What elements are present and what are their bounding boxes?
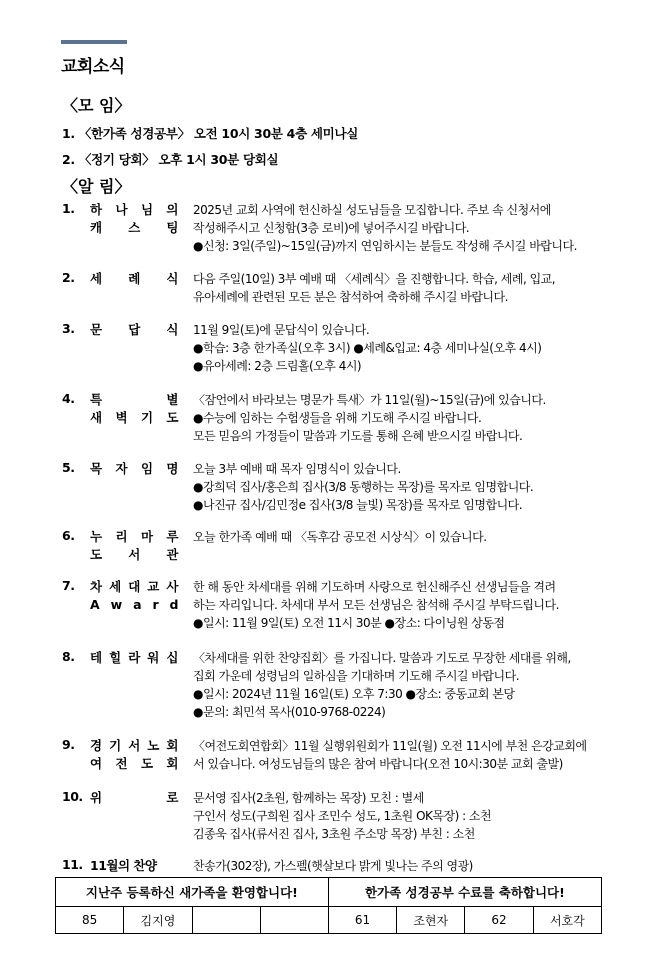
notice-line: 다음 주일(10일) 3부 예배 때 〈세례식〉을 진행합니다. 학습, 세례, 입교, [193, 272, 556, 286]
table-header-welcome: 지난주 등록하신 새가족을 환영합니다! [56, 878, 329, 907]
notice-number: 9. [62, 737, 75, 752]
notice-body [193, 857, 613, 875]
notice-line: ●유아세례: 2층 드림홀(오후 4시) [193, 359, 362, 373]
notice-label-line: 테 힐 라 워 십 [90, 650, 178, 665]
notice-label-line: 여 전 도 회 [90, 756, 178, 771]
notice-label-line: 도 서 관 [90, 547, 178, 562]
gather-item: 1. 〈한가족 성경공부〉 오전 10시 30분 4층 세미나실 [62, 126, 358, 141]
notice-number: 10. [62, 789, 83, 804]
notice-line: ●일시: 11월 9일(토) 오전 11시 30분 ●장소: 다이닝원 상동점 [193, 616, 505, 630]
table-cell: 김지영 [124, 907, 192, 934]
notice-line: ●일시: 2024년 11월 16일(토) 오후 7:30 ●장소: 중동교회 본당 [193, 687, 515, 701]
notice-line: 〈잠언에서 바라보는 명문가 특새〉가 11일(월)~15일(금)에 있습니다. [193, 393, 546, 407]
notice-label-line: 새 벽 기 도 [90, 410, 178, 425]
notice-line: 작성해주시고 신청함(3층 로비)에 넣어주시길 바랍니다. [193, 221, 470, 235]
notice-line: 2025년 교회 사역에 헌신하실 성도님들을 모집합니다. 주보 속 신청서에 [193, 203, 551, 217]
notice-line: 문서영 집사(2초원, 함께하는 목장) 모친 : 별세 [193, 791, 424, 805]
notice-line: ●강희덕 집사/홍은희 집사(3/8 동행하는 목장)를 목자로 임명합니다. [193, 480, 534, 494]
notice-label-line: 차 세 대 교 사 [90, 579, 178, 594]
notice-line: 찬송가(302장), 가스펠(햇살보다 밝게 빛나는 주의 영광) [193, 859, 473, 873]
notice-line: ●문의: 최민석 목사(010-9768-0224) [193, 705, 386, 719]
gather-item: 2. 〈정기 당회〉 오후 1시 30분 당회실 [62, 152, 279, 167]
notice-line: 서 있습니다. 여성도님들의 많은 참여 바랍니다(오전 10시:30분 교회 출발) [193, 757, 563, 771]
table-cell [192, 907, 260, 934]
page-title: 교회소식 [61, 57, 125, 77]
notice-line: 오늘 3부 예배 때 목자 임명식이 있습니다. [193, 462, 401, 476]
newcomer-table [55, 877, 602, 934]
notice-label-line: 누 리 마 루 [90, 529, 178, 544]
notice-label-line: 11월의 찬양 [90, 858, 157, 873]
notices-heading: 〈알 림〉 [62, 177, 131, 196]
notice-line: ●학습: 3층 한가족실(오후 3시) ●세례&입교: 4층 세미나실(오후 4시) [193, 341, 542, 355]
notice-number: 1. [62, 201, 75, 216]
table-cell [260, 907, 328, 934]
notice-body [193, 321, 613, 375]
notice-line: 〈여전도회연합회〉11월 실행위원회가 11일(월) 오전 11시에 부천 은강교회에 [193, 739, 587, 753]
notice-body [193, 528, 613, 546]
notice-number: 7. [62, 578, 75, 593]
notice-label-line: 캐 스 팅 [90, 220, 178, 235]
table-cell: 85 [56, 907, 124, 934]
gather-heading: 〈모 임〉 [62, 96, 131, 115]
notice-number: 2. [62, 270, 75, 285]
notice-number: 11. [62, 857, 83, 872]
notice-line: 모든 믿음의 가정들이 말씀과 기도를 통해 은혜 받으시길 바랍니다. [193, 429, 523, 443]
notice-body [193, 460, 613, 514]
notice-number: 4. [62, 391, 75, 406]
notice-body [193, 649, 613, 721]
notice-line: ●신청: 3일(주일)~15일(금)까지 연임하시는 분들도 작성해 주시길 바랍니다. [193, 239, 577, 253]
notice-body [193, 270, 613, 306]
notice-body [193, 391, 613, 445]
notice-line: 한 해 동안 차세대를 위해 기도하며 사랑으로 헌신해주신 선생님들을 격려 [193, 580, 556, 594]
table-cell: 61 [328, 907, 396, 934]
table-cell: 조현자 [397, 907, 465, 934]
notice-line: 유아세례에 관련된 모든 분은 참석하여 축하해 주시길 바랍니다. [193, 290, 508, 304]
notice-line: 집회 가운데 성령님의 일하심을 기대하며 기도해 주시길 바랍니다. [193, 669, 520, 683]
notice-label-line: A w a r d [90, 597, 178, 612]
notice-body [193, 789, 613, 843]
notice-number: 3. [62, 321, 75, 336]
notice-line: ●수능에 임하는 수험생들을 위해 기도해 주시길 바랍니다. [193, 411, 482, 425]
notice-line: 하는 자리입니다. 차세대 부서 모든 선생님은 참석해 주시길 부탁드립니다. [193, 598, 559, 612]
notice-body [193, 737, 613, 773]
notice-line: 김종욱 집사(류서진 집사, 3초원 주소망 목장) 부친 : 소천 [193, 827, 475, 841]
notice-line: 구인서 성도(구희원 집사 조민수 성도, 1초원 OK목장) : 소천 [193, 809, 492, 823]
notice-body [193, 201, 613, 255]
notice-number: 8. [62, 649, 75, 664]
notice-label-line: 세 례 식 [90, 271, 178, 286]
notice-label-line: 위 로 [90, 790, 178, 805]
notice-line: 오늘 한가족 예배 때 〈독후감 공모전 시상식〉이 있습니다. [193, 530, 487, 544]
notice-label-line: 하 나 님 의 [90, 202, 178, 217]
notice-label-line: 경 기 서 노 회 [90, 738, 178, 753]
notice-body [193, 578, 613, 632]
notice-line: 11월 9일(토)에 문답식이 있습니다. [193, 323, 370, 337]
table-cell: 62 [465, 907, 533, 934]
notice-number: 5. [62, 460, 75, 475]
notice-number: 6. [62, 528, 75, 543]
table-cell: 서호각 [533, 907, 601, 934]
notice-line: 〈차세대를 위한 찬양집회〉를 가집니다. 말씀과 기도로 무장한 세대를 위해, [193, 651, 571, 665]
table-header-congrats: 한가족 성경공부 수료를 축하합니다! [328, 878, 601, 907]
notice-label-line: 목 자 임 명 [90, 461, 178, 476]
notice-line: ●나진규 집사/김민정e 집사(3/8 늘빛) 목장)를 목자로 임명합니다. [193, 498, 523, 512]
notice-label-line: 특 별 [90, 392, 178, 407]
notice-label-line: 문 답 식 [90, 322, 178, 337]
title-accent-bar [61, 40, 127, 44]
